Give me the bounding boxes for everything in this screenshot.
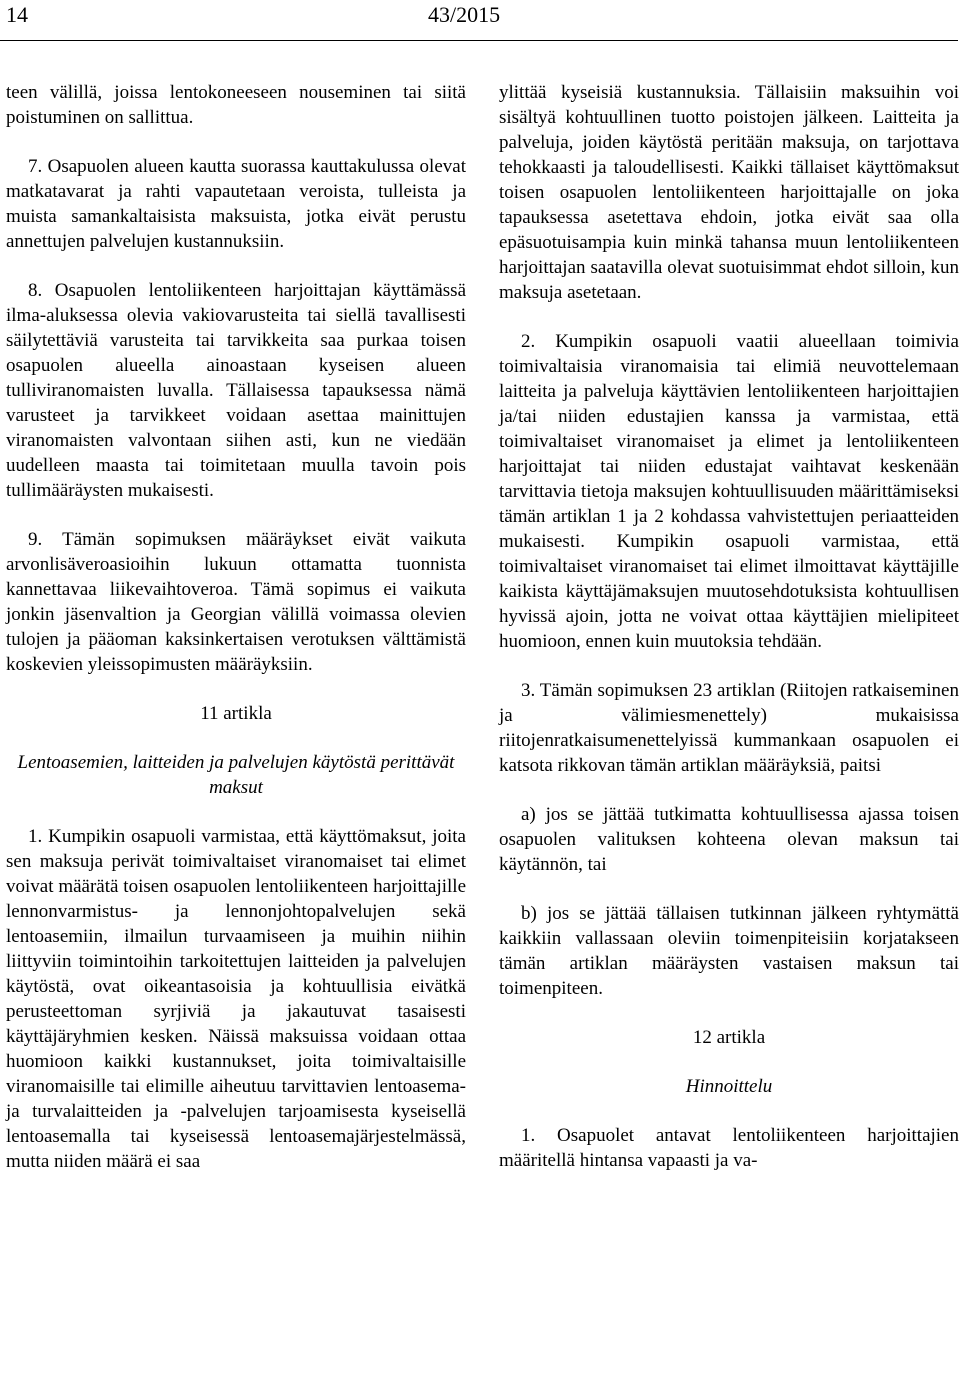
paragraph: teen välillä, joissa lentokoneeseen nouseminen tai siitä poistuminen on sallittua. — [6, 82, 466, 128]
paragraph: ylittää kyseisiä kustannuksia. Tällaisiin maksuihin voi sisältyä kohtuullinen tuotto poistojen jälkeen. Laitteita ja palveluja, joiden käytöstä peritään maksuja, on tarjottava tehokkaasti ja taloudellisesti. Kaikki tällaiset käyttömaksut toisen osapuolen lentoliikenteen harjoittajalle on joka tapauksessa asetettava ehdoin, jotka eivät saa olla epäsuotuisampia kuin minkä tahansa muun lentoliikenteen harjoittajan saatavilla olevat suotuisimmat ehdot silloin, kun maksuja asetetaan. — [499, 82, 959, 303]
page-header — [0, 0, 960, 56]
page-number: 14 — [6, 2, 28, 27]
article-heading: 12 artikla — [692, 1027, 766, 1048]
article-heading: 11 artikla — [200, 703, 272, 724]
list-item: b) jos se jättää tällaisen tutkinnan jälkeen ryhtymättä kaikkiin vallassaan oleviin toimenpiteisiin korjatakseen tämän artiklan määräysten vastaisen maksun tai toimenpiteen. — [499, 903, 959, 999]
article-title: Hinnoittelu — [685, 1076, 773, 1097]
header-divider — [0, 40, 958, 41]
right-column — [499, 80, 959, 1197]
article-title: Lentoasemien, laitteiden ja palvelujen käytöstä perittävät maksut — [17, 752, 455, 798]
list-item: a) jos se jättää tutkimatta kohtuullisessa ajassa toisen osapuolen valituksen kohteena olevan maksun tai käytännön, tai — [499, 804, 959, 875]
paragraph: 7. Osapuolen alueen kautta suorassa kauttakulussa olevat matkatavarat ja rahti vapautetaan veroista, tulleista ja muista samankaltaisista maksuista, jotka eivät perustu annettujen palvelujen kustannuksiin. — [6, 156, 466, 252]
paragraph: 9. Tämän sopimuksen määräykset eivät vaikuta arvonlisäveroasioihin lukuun ottamatta tuonnista kannettavaa liikevaihtoveroa. Tämä sopimus ei vaikuta jonkin jäsenvaltion ja Georgian välillä voimassa olevien tulojen ja pääoman kaksinkertaisen verotuksen välttämistä koskevien yleissopimusten määräyksiin. — [6, 529, 466, 675]
paragraph: 1. Kumpikin osapuoli varmistaa, että käyttömaksut, joita sen maksuja perivät toimivaltaiset viranomaiset tai elimet voivat määrätä toisen osapuolen lentoliikenteen harjoittajille lennonvarmistus- ja lennonjohtopalvelujen sekä lentoasemiin, ilmailun turvaamiseen ja muihin niihin liittyviin toimintoihin tarkoitettujen laitteiden ja palvelujen käytöstä, ovat oikeantasoisia ja kohtuullisia eivätkä perusteettoman syrjiviä ja jakautuvat tasaisesti käyttäjäryhmien kesken. Näissä maksuissa voidaan ottaa huomioon kaikki kustannukset, joita toimivaltaisille viranomaisille tai elimille aiheutuu tarvittavien lentoasema- ja turvalaitteiden ja -palvelujen tarjoamisesta kyseisellä lentoasemalla tai kyseisessä lentoasemajärjestelmässä, mutta niiden määrä ei saa — [6, 826, 466, 1172]
paragraph: 3. Tämän sopimuksen 23 artiklan (Riitojen ratkaiseminen ja välimiesmenettely) mukaisissa riitojenratkaisumenettelyissä kummankaan osapuolen ei katsota rikkovan tämän artiklan määräyksiä, paitsi — [499, 680, 959, 776]
paragraph: 2. Kumpikin osapuoli vaatii alueellaan toimivia toimivaltaisia viranomaisia tai elimiä neuvottelemaan laitteita ja palveluja käyttävien lentoliikenteen harjoittajien ja/tai niiden edustajien kanssa ja varmistaa, että toimivaltaiset viranomaiset ja elimet ja lentoliikenteen harjoittajat tai niiden edustajat vaihtavat keskenään tarvittavia tietoja maksujen kohtuullisuuden määrittämiseksi tämän artiklan 1 ja 2 kohdassa vahvistettujen periaatteiden mukaisesti. Kumpikin osapuoli varmistaa, että toimivaltaiset viranomaiset tai elimet ilmoittavat käyttäjille kaikista käyttäjämaksujen muutosehdotuksista kohtuullisen hyvissä ajoin, jotta ne voivat ottaa käyttäjien mielipiteet huomioon, ennen kuin muutoksia tehdään. — [499, 331, 959, 652]
paragraph: 1. Osapuolet antavat lentoliikenteen harjoittajien määritellä hintansa vapaasti ja va- — [499, 1125, 959, 1171]
left-column — [6, 80, 466, 1198]
paragraph: 8. Osapuolen lentoliikenteen harjoittajan käyttämässä ilma-aluksessa olevia vakiovarusteita tai siellä tavallisesti säilytettäviä varusteita tai tarvikkeita saa purkaa toisen osapuolen alueella ainoastaan kyseisen alueen tulliviranomaisten luvalla. Tällaisessa tapauksessa nämä varusteet ja tarvikkeet voidaan asettaa mainittujen viranomaisten valvontaan siihen asti, kun ne viedään uudelleen maasta tai toimitetaan muulla tavoin pois tullimääräysten mukaisesti. — [6, 280, 466, 501]
issue-number: 43/2015 — [428, 2, 501, 27]
